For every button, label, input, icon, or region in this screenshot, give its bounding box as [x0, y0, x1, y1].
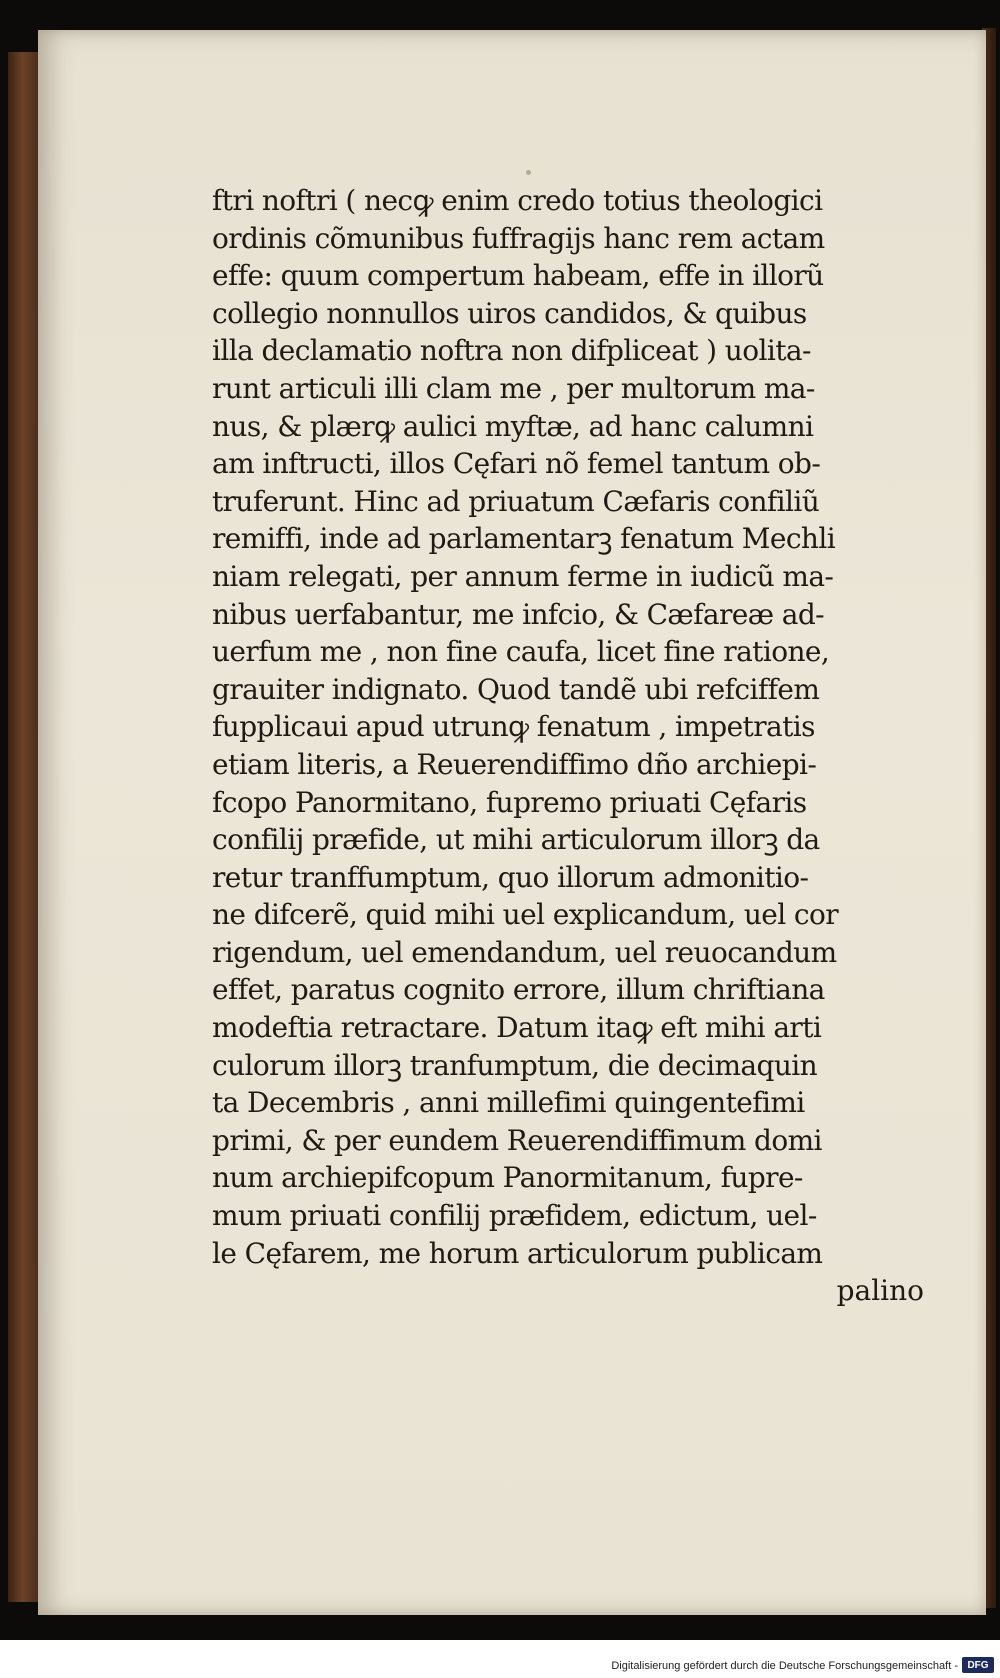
book-cover-left-edge — [8, 52, 40, 1602]
text-line: grauiter indignato. Quod tandẽ ubi refciffem — [212, 672, 820, 706]
text-line: truferunt. Hinc ad priuatum Cæfaris confiliũ — [212, 484, 820, 518]
text-line: etiam literis, a Reuerendiffimo dño archiepi- — [212, 747, 817, 781]
text-line: ftri noftri ( necꝙ enim credo totius theologici — [212, 184, 823, 217]
page-text-block — [212, 182, 932, 1310]
text-line: primi, & per eundem Reuerendiffimum domi — [212, 1123, 822, 1157]
text-line: num archiepifcopum Panormitanum, fupre- — [212, 1161, 803, 1195]
text-line: nus, & plærꝙ aulici myftæ, ad hanc calumni — [212, 409, 814, 443]
text-line: ne difcerẽ, quid mihi uel explicandum, uel cor — [212, 898, 839, 932]
digitization-credit: Digitalisierung gefördert durch die Deutsche Forschungsgemeinschaft - — [611, 1660, 958, 1672]
text-line: fupplicaui apud utrunꝙ fenatum , impetratis — [212, 710, 815, 744]
text-line: effe: quum compertum habeam, effe in illorũ — [212, 259, 824, 293]
footer-bar — [0, 1640, 1000, 1678]
text-line: rigendum, uel emendandum, uel reuocandum — [212, 935, 837, 969]
text-line: niam relegati, per annum ferme in iudicũ ma- — [212, 559, 834, 593]
text-line: uerfum me , non fine caufa, licet fine ratione, — [212, 635, 830, 669]
paper-spot — [526, 170, 531, 175]
text-line: le Cęfarem, me horum articulorum publicam — [212, 1236, 823, 1270]
text-line: culorum illorꝫ tranfumptum, die decimaquin — [212, 1048, 818, 1082]
dfg-logo-icon: DFG — [962, 1657, 994, 1673]
text-line: effet, paratus cognito errore, illum chriftiana — [212, 973, 825, 1007]
text-line: ordinis cõmunibus fuffragijs hanc rem actam — [212, 221, 825, 255]
text-line: ta Decembris , anni millefimi quingentefimi — [212, 1086, 805, 1120]
text-line: am inftructi, illos Cęfari nõ femel tantum ob- — [212, 447, 821, 481]
text-line: collegio nonnullos uiros candidos, & quibus — [212, 296, 807, 330]
catchword: palino — [836, 1274, 924, 1308]
text-line: nibus uerfabantur, me infcio, & Cæfareæ ad- — [212, 597, 825, 631]
text-line: retur tranffumptum, quo illorum admonitio- — [212, 860, 809, 894]
text-line: modeftia retractare. Datum itaꝙ eft mihi arti — [212, 1011, 822, 1045]
text-line: confilij præfide, ut mihi articulorum illorꝫ da — [212, 823, 820, 857]
text-line: mum priuati confilij præfidem, edictum, uel- — [212, 1199, 817, 1233]
text-line: illa declamatio noftra non difpliceat ) uolita- — [212, 334, 811, 368]
text-line: runt articuli illi clam me , per multorum ma- — [212, 371, 815, 405]
text-line: remiffi, inde ad parlamentarꝫ fenatum Mechli — [212, 522, 836, 556]
text-line: fcopo Panormitano, fupremo priuati Cęfaris — [212, 785, 807, 819]
